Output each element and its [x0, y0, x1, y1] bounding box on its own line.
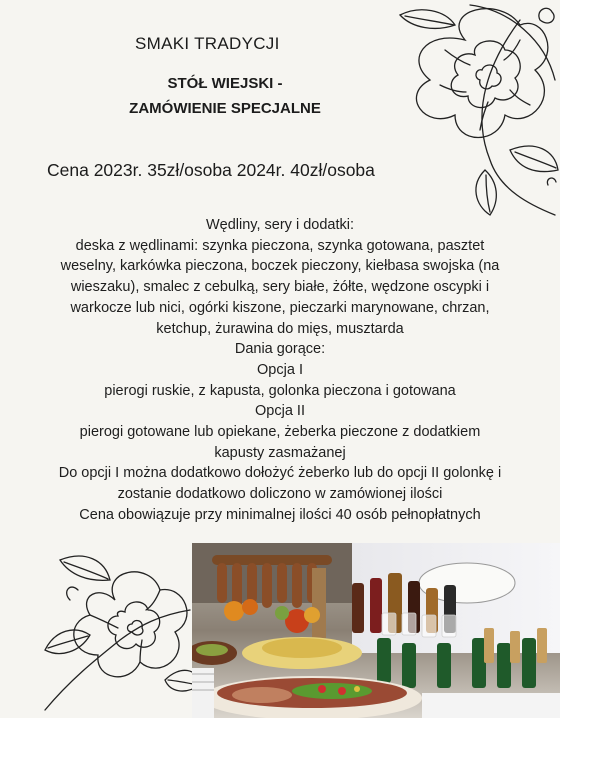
menu-line: zostanie dodatkowo doliczono w zamówionej ilości [117, 486, 443, 503]
menu-line: Dania gorące: [234, 341, 326, 358]
menu-line: Opcja I [257, 361, 303, 378]
flower-top-right-icon [370, 0, 560, 220]
menu-line: Opcja II [255, 403, 305, 420]
menu-line: pierogi ruskie, z kapusta, golonka pieczona i gotowana [104, 382, 456, 399]
menu-line: Cena obowiązuje przy minimalnej ilości 40 osób pełnopłatnych [79, 506, 481, 523]
menu-line: wieszaku), smalec z cebulką, sery białe, żółte, wędzone oscypki i [70, 279, 490, 296]
menu-line: kapusty zasmażanej [214, 444, 346, 461]
buffet-photo-illustration [192, 543, 560, 718]
title-line-1: STÓŁ WIEJSKI - [167, 75, 283, 92]
price-line: Cena 2023r. 35zł/osoba 2024r. 40zł/osoba [47, 160, 375, 180]
menu-line: warkocze lub nici, ogórki kiszone, pieczarki marynowane, chrzan, [70, 299, 490, 316]
title-line-2: ZAMÓWIENIE SPECJALNE [129, 100, 321, 117]
brand-name: SMAKI TRADYCJI [135, 34, 280, 53]
menu-line: Do opcji I można dodatkowo dołożyć żeberko lub do opcji II golonkę i [58, 465, 502, 482]
flower-bottom-left-icon [40, 540, 200, 715]
menu-line: deska z wędlinami: szynka pieczona, szynka gotowana, pasztet [75, 237, 485, 254]
menu-line: weselny, karkówka pieczona, boczek pieczony, kiełbasa swojska (na [60, 258, 500, 275]
menu-line: Wędliny, sery i dodatki: [205, 217, 354, 233]
menu-description [30, 215, 530, 526]
buffet-photo [192, 543, 560, 718]
menu-line: pierogi gotowane lub opiekane, żeberka pieczone z dodatkiem [79, 424, 481, 441]
menu-line: ketchup, żurawina do mięs, musztarda [156, 320, 404, 337]
